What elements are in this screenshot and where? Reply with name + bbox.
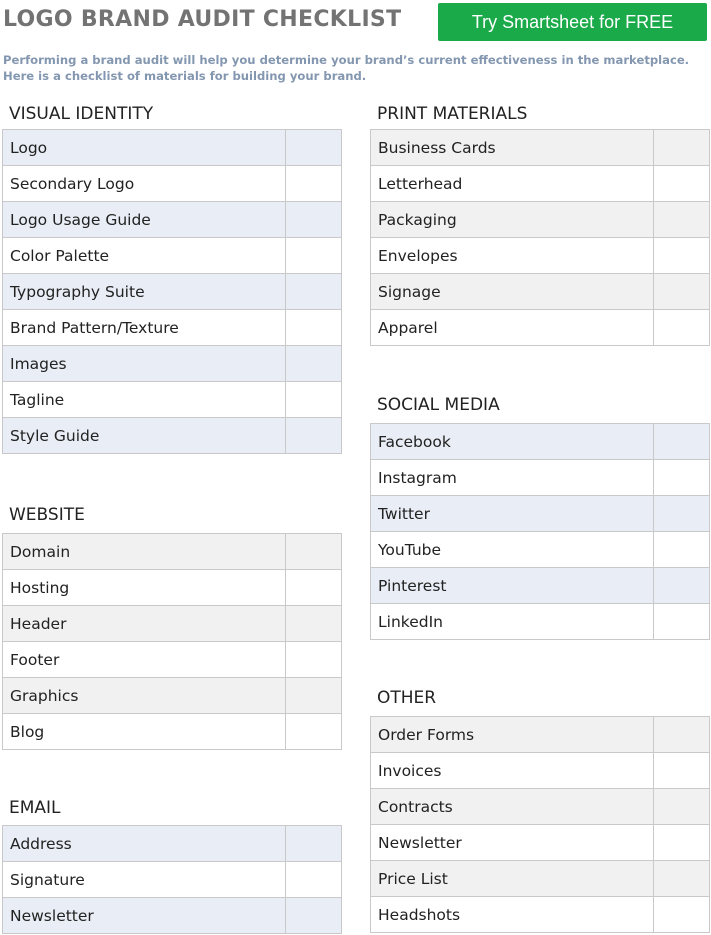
checklist-item-label: Tagline	[3, 382, 286, 418]
checklist-item-label: Logo Usage Guide	[3, 202, 286, 238]
checklist-item-label: Twitter	[371, 496, 654, 532]
checklist-row	[3, 826, 342, 862]
checklist-row	[371, 604, 710, 640]
checkbox-cell[interactable]	[654, 861, 710, 897]
checklist-row	[3, 166, 342, 202]
checklist-item-label: Envelopes	[371, 238, 654, 274]
checklist-item-label: Pinterest	[371, 568, 654, 604]
checklist-item-label: Hosting	[3, 570, 286, 606]
section-title-email: EMAIL	[9, 798, 61, 818]
checkbox-cell[interactable]	[286, 274, 342, 310]
checklist-row	[3, 418, 342, 454]
checklist-row	[3, 714, 342, 750]
checklist-item-label: Apparel	[371, 310, 654, 346]
checklist-item-label: Style Guide	[3, 418, 286, 454]
checklist-item-label: Images	[3, 346, 286, 382]
checklist-item-label: Signature	[3, 862, 286, 898]
section-title-print-materials: PRINT MATERIALS	[377, 104, 528, 124]
checkbox-cell[interactable]	[654, 310, 710, 346]
checklist-row	[371, 897, 710, 933]
checkbox-cell[interactable]	[654, 825, 710, 861]
checkbox-cell[interactable]	[286, 418, 342, 454]
checklist-row	[3, 898, 342, 934]
checkbox-cell[interactable]	[286, 130, 342, 166]
checkbox-cell[interactable]	[654, 274, 710, 310]
checklist-row	[3, 310, 342, 346]
checkbox-cell[interactable]	[654, 717, 710, 753]
checkbox-cell[interactable]	[286, 570, 342, 606]
checklist-row	[371, 532, 710, 568]
checklist-row	[371, 496, 710, 532]
checklist-row	[371, 825, 710, 861]
checklist-item-label: LinkedIn	[371, 604, 654, 640]
checklist-row	[3, 274, 342, 310]
checkbox-cell[interactable]	[286, 346, 342, 382]
checklist-item-label: Headshots	[371, 897, 654, 933]
checklist-row	[3, 346, 342, 382]
checkbox-cell[interactable]	[286, 606, 342, 642]
checklist-row	[3, 570, 342, 606]
checklist-row	[371, 274, 710, 310]
checklist-row	[3, 678, 342, 714]
checklist-print-materials	[370, 129, 710, 346]
checkbox-cell[interactable]	[654, 532, 710, 568]
checklist-row	[371, 717, 710, 753]
checklist-item-label: Signage	[371, 274, 654, 310]
checklist-row	[371, 310, 710, 346]
checkbox-cell[interactable]	[654, 130, 710, 166]
checklist-row	[3, 862, 342, 898]
checkbox-cell[interactable]	[286, 202, 342, 238]
checklist-row	[3, 534, 342, 570]
checkbox-cell[interactable]	[654, 568, 710, 604]
checklist-row	[371, 568, 710, 604]
checklist-website	[2, 533, 342, 750]
checklist-item-label: YouTube	[371, 532, 654, 568]
checklist-item-label: Blog	[3, 714, 286, 750]
checklist-row	[3, 606, 342, 642]
checkbox-cell[interactable]	[286, 166, 342, 202]
checklist-row	[371, 166, 710, 202]
checkbox-cell[interactable]	[286, 310, 342, 346]
checklist-row	[3, 642, 342, 678]
section-title-visual-identity: VISUAL IDENTITY	[9, 104, 154, 124]
checklist-row	[3, 382, 342, 418]
checkbox-cell[interactable]	[654, 202, 710, 238]
checklist-item-label: Newsletter	[3, 898, 286, 934]
checklist-social-media	[370, 423, 710, 640]
checklist-row	[371, 424, 710, 460]
checklist-item-label: Business Cards	[371, 130, 654, 166]
checklist-row	[371, 202, 710, 238]
checkbox-cell[interactable]	[286, 826, 342, 862]
section-title-website: WEBSITE	[9, 505, 85, 525]
checkbox-cell[interactable]	[654, 496, 710, 532]
checklist-row	[371, 789, 710, 825]
checklist-item-label: Newsletter	[371, 825, 654, 861]
checklist-item-label: Header	[3, 606, 286, 642]
checkbox-cell[interactable]	[286, 714, 342, 750]
try-smartsheet-button[interactable]: Try Smartsheet for FREE	[438, 3, 707, 41]
checklist-item-label: Contracts	[371, 789, 654, 825]
page-title: LOGO BRAND AUDIT CHECKLIST	[3, 7, 402, 32]
checkbox-cell[interactable]	[286, 534, 342, 570]
checklist-item-label: Order Forms	[371, 717, 654, 753]
checkbox-cell[interactable]	[286, 898, 342, 934]
checklist-item-label: Instagram	[371, 460, 654, 496]
checklist-item-label: Brand Pattern/Texture	[3, 310, 286, 346]
checklist-visual-identity	[2, 129, 342, 454]
checkbox-cell[interactable]	[654, 424, 710, 460]
checkbox-cell[interactable]	[654, 460, 710, 496]
checklist-item-label: Address	[3, 826, 286, 862]
checklist-row	[371, 130, 710, 166]
checklist-item-label: Secondary Logo	[3, 166, 286, 202]
checklist-email	[2, 825, 342, 934]
checklist-item-label: Packaging	[371, 202, 654, 238]
checkbox-cell[interactable]	[286, 678, 342, 714]
checklist-item-label: Footer	[3, 642, 286, 678]
checklist-row	[3, 202, 342, 238]
checklist-row	[371, 460, 710, 496]
checklist-item-label: Price List	[371, 861, 654, 897]
checkbox-cell[interactable]	[286, 862, 342, 898]
checkbox-cell[interactable]	[654, 604, 710, 640]
checklist-row	[371, 861, 710, 897]
checkbox-cell[interactable]	[654, 166, 710, 202]
checklist-item-label: Graphics	[3, 678, 286, 714]
checklist-item-label: Domain	[3, 534, 286, 570]
checkbox-cell[interactable]	[654, 897, 710, 933]
checklist-item-label: Typography Suite	[3, 274, 286, 310]
checklist-item-label: Facebook	[371, 424, 654, 460]
checkbox-cell[interactable]	[654, 753, 710, 789]
checkbox-cell[interactable]	[654, 789, 710, 825]
checklist-row	[371, 238, 710, 274]
checklist-other	[370, 716, 710, 933]
intro-text: Performing a brand audit will help you determine your brand’s current effectiveness in the marketplace. Here is a checklist of materials for building your brand.	[3, 53, 690, 83]
checklist-row	[3, 238, 342, 274]
checkbox-cell[interactable]	[654, 238, 710, 274]
checkbox-cell[interactable]	[286, 238, 342, 274]
checklist-item-label: Logo	[3, 130, 286, 166]
checklist-item-label: Letterhead	[371, 166, 654, 202]
checkbox-cell[interactable]	[286, 642, 342, 678]
checklist-item-label: Invoices	[371, 753, 654, 789]
section-title-other: OTHER	[377, 688, 437, 708]
checklist-row	[3, 130, 342, 166]
checklist-item-label: Color Palette	[3, 238, 286, 274]
section-title-social-media: SOCIAL MEDIA	[377, 395, 500, 415]
checkbox-cell[interactable]	[286, 382, 342, 418]
checklist-row	[371, 753, 710, 789]
